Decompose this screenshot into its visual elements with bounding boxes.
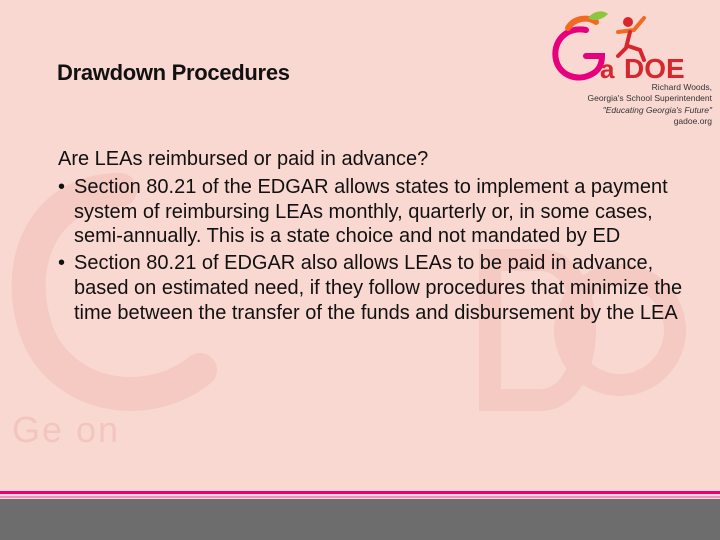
bullet-item (58, 175, 688, 249)
gadoe-logo (548, 8, 718, 86)
footer-bar (0, 499, 720, 540)
credits-role: Georgia's School Superintendent (587, 93, 712, 104)
slide-body (58, 147, 688, 328)
watermark-text: Ge on (12, 409, 121, 450)
bullet-item (58, 251, 688, 325)
slide-title: Drawdown Procedures (57, 60, 290, 85)
bullet-dot: • (58, 175, 66, 198)
credits-name: Richard Woods, (651, 82, 712, 92)
credits-motto: "Educating Georgia's Future" (602, 104, 712, 115)
bullet-text: Section 80.21 of the EDGAR allows states to implement a payment system of reimbursing LEAs monthly, quarterly or, in some cases, semi-annually. This is a state choice and not mandated by ED (74, 175, 668, 248)
logo-text-doe: DOE (624, 53, 685, 84)
credits-website: gadoe.org (673, 115, 712, 126)
bullet-dot: • (58, 252, 66, 275)
footer-accent-line (0, 491, 720, 494)
superintendent-credits (492, 82, 712, 127)
footer-accent-line-light (0, 496, 720, 498)
logo-text-a: a (600, 54, 615, 84)
bullet-text: Section 80.21 of EDGAR also allows LEAs to be paid in advance, based on estimated need, if they follow procedures that minimize the time between the transfer of the funds and disbursement by the LEA (74, 252, 683, 324)
intro-question: Are LEAs reimbursed or paid in advance? (58, 148, 429, 170)
